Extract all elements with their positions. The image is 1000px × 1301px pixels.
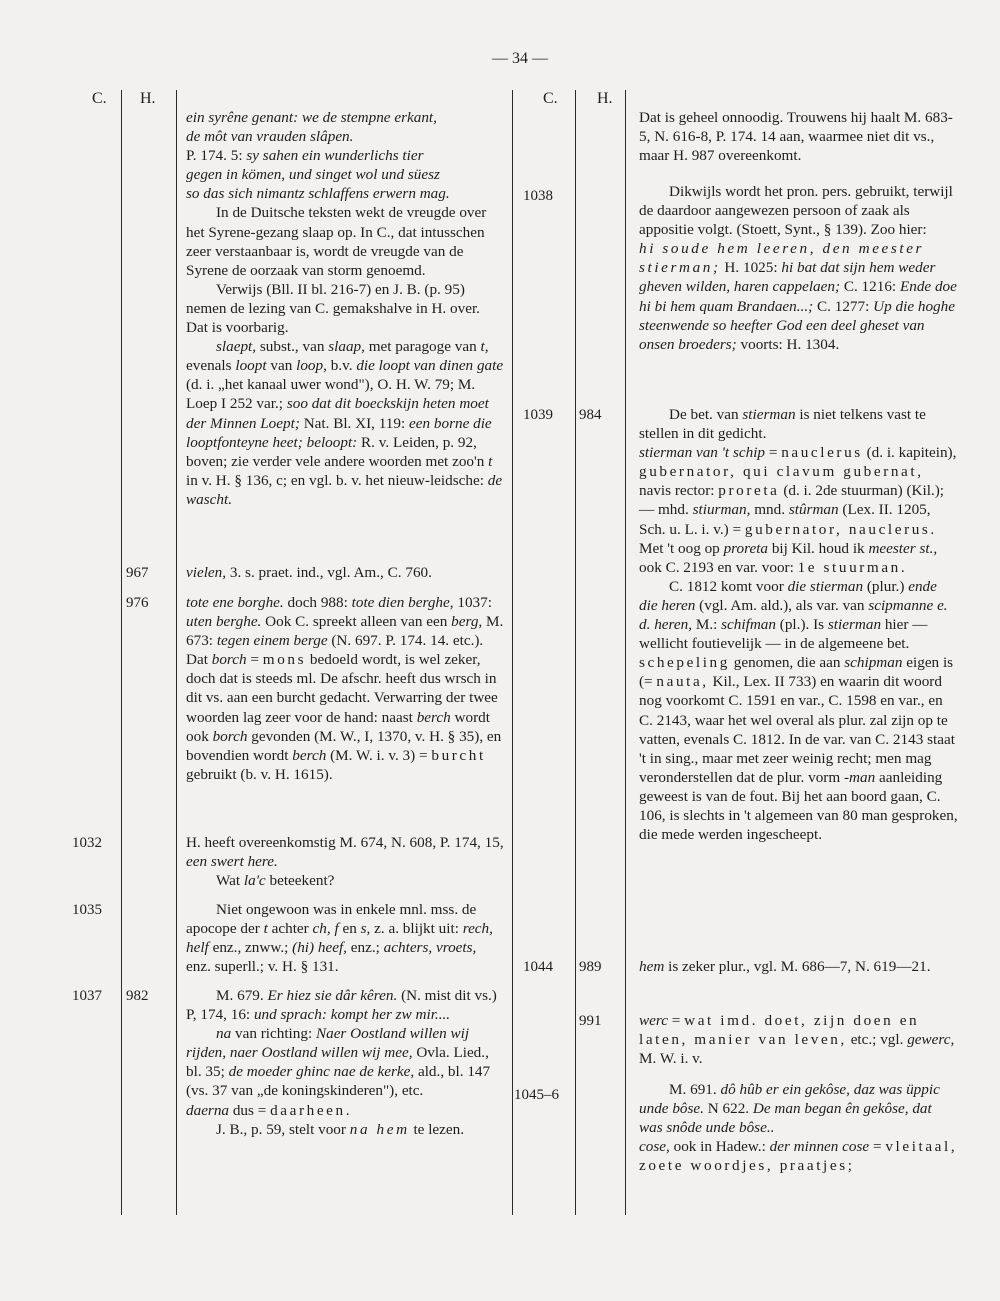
verse-number-c-1032: 1032: [72, 835, 102, 851]
verse-number-c-1044: 1044: [523, 959, 553, 975]
right-note-onnoodig: Dat is geheel onnoodig. Trouwens hij haalt M. 683-5, N. 616-8, P. 174. 14 aan, waarmee niet dit vs., maar H. 987 overeenkomt.: [639, 109, 953, 165]
left-note-kompt-her: M. 679. Er hiez sie dâr kêren. (N. mist dit vs.) P, 174, 16: und sprach: kompt her zw mir.... na van richting: Naer Oostland willen wij rijden, naer Oostland willen wij mee, Ovla. Lied., bl. 35; de moeder ghinc nae de kerke, ald., bl. 147 (vs. 37 van „de koningskinderen"), etc. daerna dus = daarheen. J. B., p. 59, stelt voor na hem te lezen.: [186, 987, 497, 1138]
right-column-rule-c: [575, 90, 576, 1215]
right-column-header-c: C.: [543, 90, 558, 107]
right-column-rule-left: [512, 90, 513, 1215]
page-number: — 34 —: [492, 50, 548, 67]
right-column-header-h: H.: [597, 90, 613, 107]
verse-number-h-989: 989: [579, 959, 602, 975]
left-note-vielen: vielen, 3. s. praet. ind., vgl. Am., C. 760.: [186, 564, 432, 581]
left-note-borghe: tote ene borghe. doch 988: tote dien berghe, 1037: uten berghe. Ook C. spreekt alleen van een berg, M. 673: tegen einem berge (N. 697. P. 174. 14. etc.). Dat borch = mons bedoeld wordt, is wel zeker, doch dat is steeds ml. De afschr. heeft dus wrsch in dit vs. aan een burcht gedacht. Verwarring der twee woorden lag zeer voor de hand: naast berch wordt ook borch gevonden (M. W., I, 1370, v. H. § 35), en bovendien wordt berch (M. W. i. v. 3) = burcht gebruikt (b. v. H. 1615).: [186, 594, 504, 783]
left-note-swert-here: H. heeft overeenkomstig M. 674, N. 608, P. 174, 15, een swert here. Wat la'c beteekent?: [186, 834, 504, 890]
right-column-rule-h: [625, 90, 626, 1215]
left-column-rule-h: [176, 90, 177, 1215]
verse-number-h-991: 991: [579, 1013, 602, 1029]
right-note-werc: werc = wat imd. doet, zijn doen en laten, manier van leven, etc.; vgl. gewerc, M. W. i. v.: [639, 1012, 955, 1068]
left-note-apocope: Niet ongewoon was in enkele mnl. mss. de apocope der t achter ch, f en s, z. a. blijkt uit: rech, helf enz., znww.; (hi) heef, enz.; achters, vroets, enz. superll.; v. H. § 131.: [186, 901, 493, 976]
right-note-gekose: M. 691. dô hûb er ein gekôse, daz was üppic unde bôse. N 622. De man began ên gekôse, dat was snôde unde bôse.. cose, ook in Hadew.: der minnen cose = vleitaal, zoete woordjes, praatjes;: [639, 1081, 958, 1175]
left-column-rule-c: [121, 90, 122, 1215]
left-column-header-h: H.: [140, 90, 156, 107]
right-note-stierman: De bet. van stierman is niet telkens vast te stellen in dit gedicht. stierman van 't schip = nauclerus (d. i. kapitein), gubernator, qui clavum gubernat, navis rector: proreta (d. i. 2de stuurman) (Kil.); — mhd. stiurman, mnd. stûrman (Lex. II. 1205, Sch. u. L. i. v.) = gubernator, nauclerus. Met 't oog op proreta bij Kil. houd ik meester st., ook C. 2193 en var. voor: 1e stuurman. C. 1812 komt voor die stierman (plur.) ende die heren (vgl. Am. ald.), als var. van scipmanne e. d. heren, M.: schifman (pl.). Is stierman hier — wellicht foutievelijk — in de algemeene bet. schepeling genomen, die aan schipman eigen is (= nauta, Kil., Lex. II 733) en waarin dit woord nog voorkomt C. 1591 en var., C. 1598 en var., en C. 2143, waar het wel overal als plur. zal zijn op te vatten, evenals C. 1812. In de var. van C. 2143 staat 't in sing., maar met zeer weinig recht; men mag veronderstellen dat de plur. vorm -man aanleiding geweest is van de fout. Bij het aan boord gaan, C. 106, is slechts in 't algemeen van 80 man gesproken, die mede werden ingescheept.: [639, 406, 958, 844]
verse-number-c-1035: 1035: [72, 902, 102, 918]
left-note-syrene: ein syrêne genant: we de stempne erkant, de môt van vrauden slâpen. P. 174. 5: sy sahen ein wunderlichs tier gegen in kömen, und singet wol und süesz so das sich nimantz schlaffens erwern mag. In de Duitsche teksten wekt de vreugde over het Syrene-gezang slaap op. In C., dat intusschen zeer verstaanbaar is, wordt de vreugde van de Syrene de oorzaak van storm genoemd. Verwijs (Bll. II bl. 216-7) en J. B. (p. 95) nemen de lezing van C. gemakshalve in H. over. Dat is voorbarig. slaept, subst., van slaap, met paragoge van t, evenals loopt van loop, b.v. die loopt van dinen gate (d. i. „het kanaal uwer wond"), O. H. W. 79; M. Loep I 252 var.; soo dat dit boeckskijn heten moet der Minnen Loept; Nat. Bl. XI, 119: een borne die looptfonteyne heet; beloopt: R. v. Leiden, p. 92, boven; zie verder vele andere woorden met zoo'n t in v. H. § 136, c; en vgl. b. v. het nieuw-leidsche: de wascht.: [186, 109, 504, 508]
verse-number-h-976: 976: [126, 595, 149, 611]
verse-number-h-967: 967: [126, 565, 149, 581]
verse-number-h-982: 982: [126, 988, 149, 1004]
left-column-header-c: C.: [92, 90, 107, 107]
verse-number-c-1045-6: 1045–6: [514, 1087, 559, 1103]
verse-number-h-984: 984: [579, 407, 602, 423]
verse-number-c-1039: 1039: [523, 407, 553, 423]
right-note-hem-plur: hem is zeker plur., vgl. M. 686—7, N. 619—21.: [639, 958, 931, 975]
verse-number-c-1038: 1038: [523, 188, 553, 204]
right-note-pron-pers: Dikwijls wordt het pron. pers. gebruikt, terwijl de daardoor aangewezen persoon of zaak als appositie volgt. (Stoett, Synt., § 139). Zoo hier: hi soude hem leeren, den meester stierman; H. 1025: hi bat dat sijn hem weder gheven wilden, haren cappelaen; C. 1216: Ende doe hi bi hem quam Brandaen...; C. 1277: Up die hoghe steenwende so heefter God een deel gheset van onsen broeders; voorts: H. 1304.: [639, 183, 957, 353]
verse-number-c-1037: 1037: [72, 988, 102, 1004]
